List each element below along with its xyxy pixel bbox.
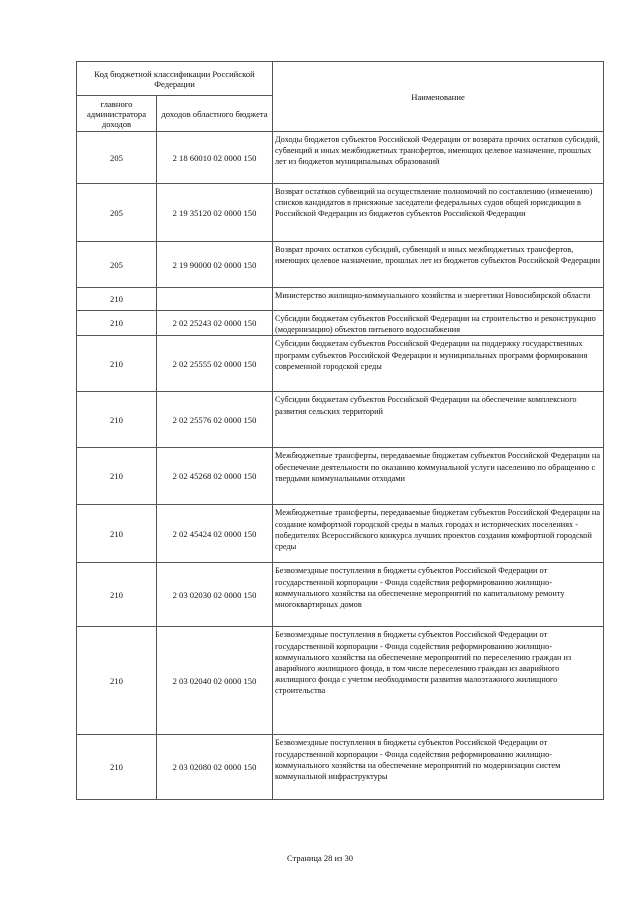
header-name-cell: Наименование <box>273 62 604 132</box>
table-row <box>77 563 604 627</box>
table-row <box>77 184 604 242</box>
table-row <box>77 448 604 505</box>
table-row <box>77 132 604 184</box>
table-row-section <box>77 288 604 311</box>
admin-code-cell: 210 <box>77 336 157 392</box>
budget-classification-table <box>76 61 604 800</box>
income-code-cell: 2 03 02040 02 0000 150 <box>157 627 273 735</box>
name-cell: Межбюджетные трансферты, передаваемые бюджетам субъектов Российской Федерации на создание комфортной городской среды в малых городах и исторических поселениях - победителях Всероссийского конкурса лучших проектов создания комфортной городской среды <box>273 505 604 563</box>
name-cell: Возврат остатков субвенций на осуществление полномочий по составлению (изменению) списков кандидатов в присяжные заседатели федеральных судов общей юрисдикции в Российской Федерации из бюджетов субъектов Российской Федерации <box>273 184 604 242</box>
header-group-cell: Код бюджетной классификации Российской Федерации <box>77 62 273 96</box>
admin-code-cell: 205 <box>77 242 157 288</box>
admin-code-cell: 210 <box>77 563 157 627</box>
income-code-cell: 2 02 25555 02 0000 150 <box>157 336 273 392</box>
page-footer: Страница 28 из 30 <box>286 853 354 863</box>
table-row <box>77 735 604 800</box>
admin-code-cell: 205 <box>77 184 157 242</box>
table-row <box>77 627 604 735</box>
income-code-cell: 2 18 60010 02 0000 150 <box>157 132 273 184</box>
table-row <box>77 311 604 336</box>
admin-code-cell: 210 <box>77 505 157 563</box>
admin-code-cell: 210 <box>77 735 157 800</box>
table-header-row <box>77 62 604 96</box>
table-row <box>77 242 604 288</box>
ministry-name-cell: Министерство жилищно-коммунального хозяйства и энергетики Новосибирской области <box>273 288 604 311</box>
income-code-cell: 2 03 02030 02 0000 150 <box>157 563 273 627</box>
header-code-cell: доходов областного бюджета <box>157 96 273 132</box>
header-admin-cell: главного администратора доходов <box>77 96 157 132</box>
income-code-cell: 2 19 90000 02 0000 150 <box>157 242 273 288</box>
admin-code-cell: 210 <box>77 448 157 505</box>
name-cell: Безвозмездные поступления в бюджеты субъектов Российской Федерации от государственной корпорации - Фонда содействия реформированию жилищно-коммунального хозяйства на обеспечение мероприятий по переселению граждан из аварийного жилищного фонда, в том числе переселению граждан из аварийного жилищного фонда с учетом необходимости развития малоэтажного жилищного строительства <box>273 627 604 735</box>
income-code-cell: 2 19 35120 02 0000 150 <box>157 184 273 242</box>
admin-code-cell: 205 <box>77 132 157 184</box>
admin-code-cell: 210 <box>77 288 157 311</box>
name-cell: Доходы бюджетов субъектов Российской Федерации от возврата прочих остатков субсидий, субвенций и иных межбюджетных трансфертов, имеющих целевое назначение, прошлых лет из бюджетов муниципальных образований <box>273 132 604 184</box>
admin-code-cell: 210 <box>77 627 157 735</box>
admin-code-cell: 210 <box>77 311 157 336</box>
table-row <box>77 392 604 448</box>
name-cell: Безвозмездные поступления в бюджеты субъектов Российской Федерации от государственной корпорации - Фонда содействия реформированию жилищно-коммунального хозяйства на обеспечение мероприятий по капитальному ремонту многоквартирных домов <box>273 563 604 627</box>
name-cell: Субсидии бюджетам субъектов Российской Федерации на обеспечение комплексного развития сельских территорий <box>273 392 604 448</box>
name-cell: Возврат прочих остатков субсидий, субвенций и иных межбюджетных трансфертов, имеющих целевое назначение, прошлых лет из бюджетов субъектов Российской Федерации <box>273 242 604 288</box>
table-row <box>77 336 604 392</box>
name-cell: Безвозмездные поступления в бюджеты субъектов Российской Федерации от государственной корпорации - Фонда содействия реформированию жилищно-коммунального хозяйства на обеспечение мероприятий по модернизации систем коммунальной инфраструктуры <box>273 735 604 800</box>
name-cell: Субсидии бюджетам субъектов Российской Федерации на поддержку государственных программ субъектов Российской Федерации и муниципальных программ формирования современной городской среды <box>273 336 604 392</box>
table-row <box>77 505 604 563</box>
income-code-cell: 2 02 45268 02 0000 150 <box>157 448 273 505</box>
income-code-cell: 2 02 25576 02 0000 150 <box>157 392 273 448</box>
income-code-cell: 2 02 25243 02 0000 150 <box>157 311 273 336</box>
name-cell: Субсидии бюджетам субъектов Российской Федерации на строительство и реконструкцию (модернизацию) объектов питьевого водоснабжения <box>273 311 604 336</box>
name-cell: Межбюджетные трансферты, передаваемые бюджетам субъектов Российской Федерации на обеспечение деятельности по оказанию коммунальной услуги населению по обращению с твердыми коммунальными отходами <box>273 448 604 505</box>
income-code-cell <box>157 288 273 311</box>
income-code-cell: 2 02 45424 02 0000 150 <box>157 505 273 563</box>
income-code-cell: 2 03 02080 02 0000 150 <box>157 735 273 800</box>
admin-code-cell: 210 <box>77 392 157 448</box>
